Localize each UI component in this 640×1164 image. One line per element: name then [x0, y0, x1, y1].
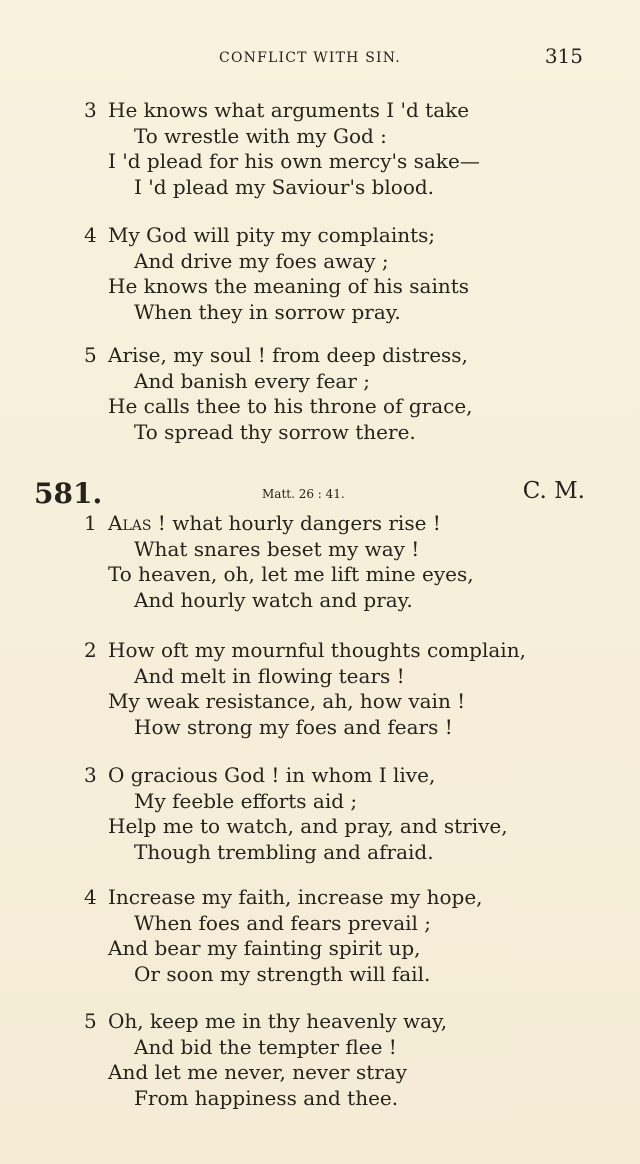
stanza-prev-5 [84, 343, 574, 445]
verse-line: My weak resistance, ah, how vain ! [108, 689, 466, 713]
running-title: CONFLICT WITH SIN. [219, 50, 401, 66]
hymn-meter: C. M. [522, 478, 585, 504]
stanza-1 [84, 511, 574, 613]
verse-line: Though trembling and afraid. [134, 839, 434, 864]
verse-line: My feeble efforts aid ; [134, 788, 358, 813]
verse-line: My God will pity my complaints; [108, 223, 436, 247]
verse-line: I 'd plead for his own mercy's sake— [108, 149, 480, 173]
stanza-4 [84, 885, 574, 987]
verse-line: To spread thy sorrow there. [134, 419, 416, 444]
stanza-prev-4 [84, 223, 574, 325]
verse-line: O gracious God ! in whom I live, [108, 763, 436, 787]
stanza-5 [84, 1009, 574, 1111]
verse-line: When they in sorrow pray. [134, 299, 401, 324]
verse-line: He calls thee to his throne of grace, [108, 394, 473, 418]
verse-line: And bid the tempter flee ! [134, 1034, 397, 1059]
stanza-number: 3 [84, 763, 97, 787]
stanza-number: 5 [84, 343, 97, 367]
verse-line: I 'd plead my Saviour's blood. [134, 174, 435, 199]
verse-line: Increase my faith, increase my hope, [108, 885, 483, 909]
page-number: 315 [544, 44, 583, 68]
verse-line: Help me to watch, and pray, and strive, [108, 814, 508, 838]
verse-line: ! what hourly dangers rise ! [151, 511, 441, 535]
stanza-2 [84, 638, 574, 740]
hymn-number: 581. [34, 477, 103, 510]
stanza-number: 3 [84, 98, 97, 122]
verse-line: To heaven, oh, let me lift mine eyes, [108, 562, 474, 586]
verse-line: To wrestle with my God : [134, 123, 387, 148]
verse-line: Arise, my soul ! from deep distress, [108, 343, 468, 367]
verse-line: How strong my foes and fears ! [134, 714, 453, 739]
verse-line: When foes and fears prevail ; [134, 910, 432, 935]
stanza-prev-3 [84, 98, 574, 200]
stanza-number: 2 [84, 638, 97, 662]
stanza-number: 4 [84, 223, 97, 247]
stanza-3 [84, 763, 574, 865]
verse-line: And let me never, never stray [108, 1060, 408, 1084]
verse-line: How oft my mournful thoughts complain, [108, 638, 526, 662]
verse-line: He knows what arguments I 'd take [108, 98, 470, 122]
first-word: Alas [108, 511, 152, 535]
verse-line: And melt in flowing tears ! [134, 663, 405, 688]
stanza-number: 5 [84, 1009, 97, 1033]
scripture-reference: Matt. 26 : 41. [262, 487, 345, 501]
verse-line: He knows the meaning of his saints [108, 274, 470, 298]
verse-line: From happiness and thee. [134, 1085, 399, 1110]
verse-line: And drive my foes away ; [134, 248, 389, 273]
verse-line: Oh, keep me in thy heavenly way, [108, 1009, 448, 1033]
verse-line: And banish every fear ; [134, 368, 370, 393]
verse-line: What snares beset my way ! [134, 536, 420, 561]
verse-line: Or soon my strength will fail. [134, 961, 431, 986]
stanza-number: 4 [84, 885, 97, 909]
verse-line: And bear my fainting spirit up, [108, 936, 421, 960]
verse-line: And hourly watch and pray. [134, 587, 413, 612]
stanza-number: 1 [84, 511, 97, 535]
